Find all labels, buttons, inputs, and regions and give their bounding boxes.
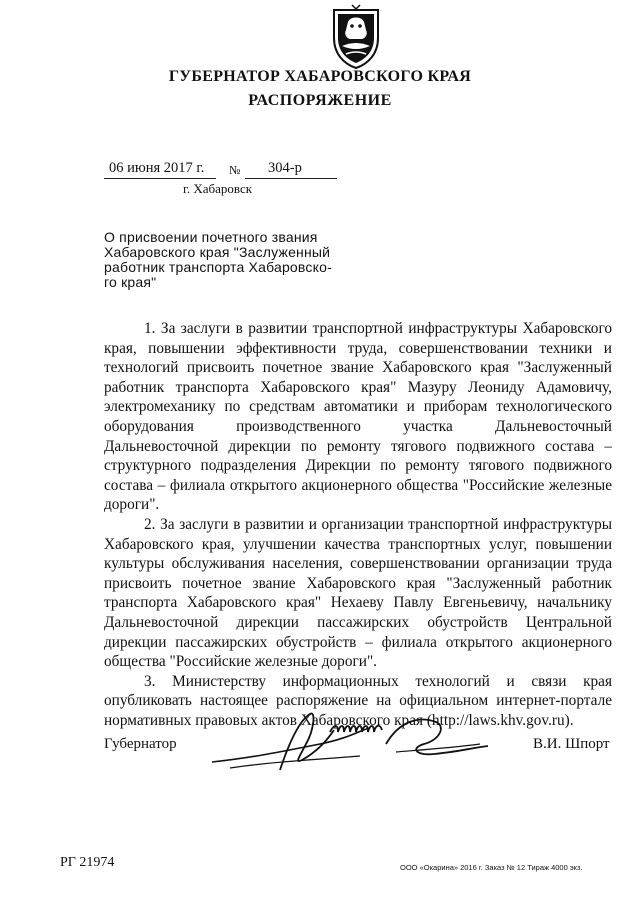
- document-type-heading: РАСПОРЯЖЕНИЕ: [248, 92, 392, 109]
- document-date: 06 июня 2017 г.: [109, 160, 205, 176]
- document-subject: О присвоении почетного звания Хабаровского края "Заслуженный работник транспорта Хабаровско-го края": [104, 229, 332, 290]
- handwritten-signature: [210, 700, 490, 780]
- date-underline: [104, 178, 216, 179]
- document-body: [104, 319, 612, 730]
- number-sign: №: [229, 163, 241, 177]
- document-city: г. Хабаровск: [183, 181, 253, 196]
- paragraph-2: 2. За заслуги в развитии и организации транспортной инфраструктуры Хабаровского края, улучшении качества транспортных услуг, повышении культуры обслуживания населения, совершенствовании организации труда присвоить почетное звание Хабаровского края "Заслуженный работник транспорта Хабаровского края" Нехаеву Павлу Евгеньевичу, начальнику Дальневосточной дирекции пассажирских обустройств Центральной дирекции пассажирских обустройств – филиала открытого акционерного общества "Российские железные дороги".: [104, 515, 612, 671]
- number-underline: [245, 178, 337, 179]
- paragraph-1: 1. За заслуги в развитии транспортной инфраструктуры Хабаровского края, повышении эффективности труда, совершенствовании техники и технологий присвоить почетное звание Хабаровского края "Заслуженный работник транспорта Хабаровского края" Мазуру Леониду Адамовичу, электромеханику по средствам автоматики и приборам технологического оборудования производственного участка Дальневосточный Дальневосточной дирекции по ремонту тягового подвижного состава – структурного подразделения Дирекции по ремонту тягового подвижного состава – филиала открытого акционерного общества "Российские железные дороги".: [104, 320, 612, 514]
- paragraph-3: 3. Министерству информационных технологий и связи края опубликовать настоящее распоряжение на официальном интернет-портале нормативных правовых актов Хабаровского края (http://laws.khv.gov.ru).: [104, 672, 612, 729]
- document-number: 304-р: [268, 160, 302, 176]
- registration-number: РГ 21974: [60, 855, 115, 870]
- printer-imprint: ООО «Окарина» 2016 г. Заказ № 12 Тираж 4000 экз.: [400, 863, 583, 872]
- signatory-title: Губернатор: [104, 736, 177, 752]
- issuing-authority-heading: ГУБЕРНАТОР ХАБАРОВСКОГО КРАЯ: [168, 68, 472, 85]
- signatory-name: В.И. Шпорт: [533, 736, 610, 752]
- coat-of-arms-emblem: [328, 4, 384, 70]
